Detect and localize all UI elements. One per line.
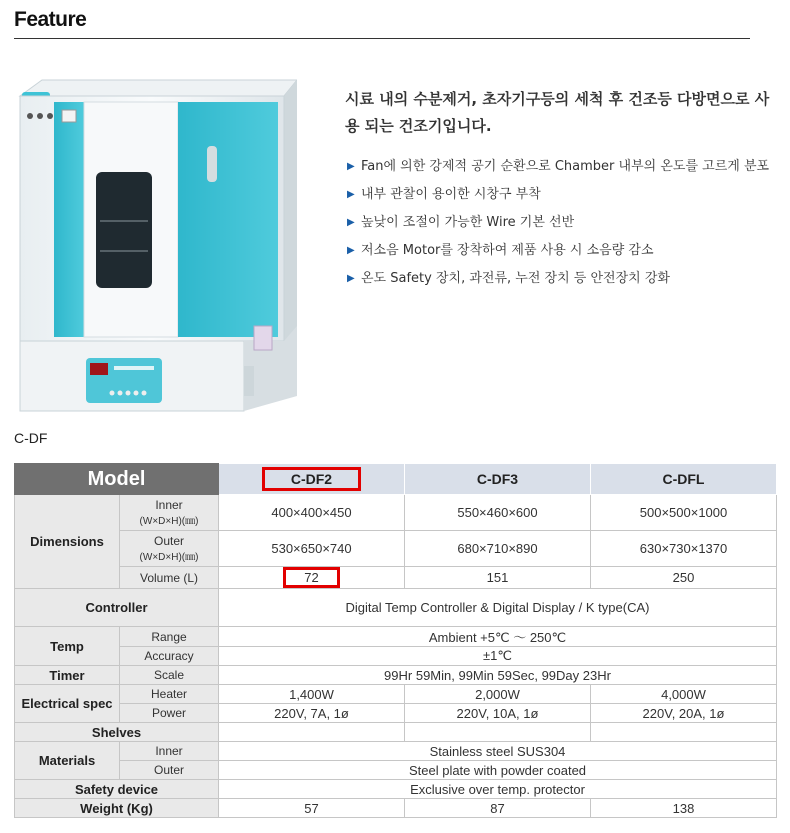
materials-inner-label: Inner	[120, 742, 219, 761]
materials-label: Materials	[15, 742, 120, 780]
power-label: Power	[120, 704, 219, 723]
outer-dim-value: 680×710×890	[405, 531, 591, 567]
triangle-bullet-icon: ▶	[347, 217, 355, 228]
accuracy-value: ±1℃	[219, 647, 777, 666]
feature-item: ▶ Fan에 의한 강제적 공기 순환으로 Chamber 내부의 온도를 고르게 분포	[347, 159, 770, 174]
materials-outer-value: Steel plate with powder coated	[219, 761, 777, 780]
shelves-value	[219, 723, 405, 742]
feature-item: ▶ 높낮이 조절이 가능한 Wire 기본 선반	[347, 215, 575, 230]
product-image-drying-oven	[14, 76, 297, 424]
shelves-label: Shelves	[15, 723, 219, 742]
volume-value: 250	[591, 567, 777, 589]
triangle-bullet-icon: ▶	[347, 245, 355, 256]
model-c-df2	[219, 464, 405, 495]
feature-item: ▶ 온도 Safety 장치, 과전류, 누전 장치 등 안전장치 강화	[347, 271, 670, 286]
scale-label: Scale	[120, 666, 219, 685]
safety-device-value: Exclusive over temp. protector	[219, 780, 777, 799]
model-header: Model	[15, 464, 219, 495]
dimensions-label: Dimensions	[15, 495, 120, 589]
power-value: 220V, 20A, 1ø	[591, 704, 777, 723]
materials-outer-label: Outer	[120, 761, 219, 780]
spec-table	[14, 463, 777, 818]
model-c-dfl: C-DFL	[591, 464, 777, 495]
heater-value: 4,000W	[591, 685, 777, 704]
feature-item: ▶ 내부 관찰이 용이한 시창구 부착	[347, 187, 541, 202]
page-header	[14, 8, 750, 39]
heater-value: 1,400W	[219, 685, 405, 704]
materials-inner-value: Stainless steel SUS304	[219, 742, 777, 761]
highlighted-volume-box: 72	[283, 567, 339, 588]
scale-value: 99Hr 59Min, 99Min 59Sec, 99Day 23Hr	[219, 666, 777, 685]
shelves-value	[405, 723, 591, 742]
heater-label: Heater	[120, 685, 219, 704]
range-label: Range	[120, 627, 219, 647]
power-value: 220V, 10A, 1ø	[405, 704, 591, 723]
volume-value: 151	[405, 567, 591, 589]
intro-text: 시료 내의 수분제거, 초자기구등의 세척 후 건조등 다방면으로 사용 되는 건조기입니다.	[345, 90, 770, 135]
heater-value: 2,000W	[405, 685, 591, 704]
controller-value: Digital Temp Controller & Digital Display / K type(CA)	[219, 589, 777, 627]
feature-list	[345, 158, 775, 298]
triangle-bullet-icon: ▶	[347, 189, 355, 200]
volume-value	[219, 567, 405, 589]
feature-item: ▶ 저소음 Motor를 장착하여 제품 사용 시 소음량 감소	[347, 243, 654, 258]
weight-value: 138	[591, 799, 777, 818]
outer-dim-label: Outer (W×D×H)(㎜)	[120, 531, 219, 567]
temp-label: Temp	[15, 627, 120, 666]
controller-label: Controller	[15, 589, 219, 627]
inner-dim-label: Inner (W×D×H)(㎜)	[120, 495, 219, 531]
highlighted-model-box: C-DF2	[262, 467, 361, 491]
outer-dim-value: 630×730×1370	[591, 531, 777, 567]
safety-device-label: Safety device	[15, 780, 219, 799]
timer-label: Timer	[15, 666, 120, 685]
inner-dim-value: 400×400×450	[219, 495, 405, 531]
page-title: Feature	[14, 8, 87, 31]
triangle-bullet-icon: ▶	[347, 161, 355, 172]
inner-dim-value: 550×460×600	[405, 495, 591, 531]
volume-label: Volume (L)	[120, 567, 219, 589]
weight-label: Weight (Kg)	[15, 799, 219, 818]
power-value: 220V, 7A, 1ø	[219, 704, 405, 723]
outer-dim-value: 530×650×740	[219, 531, 405, 567]
weight-value: 87	[405, 799, 591, 818]
weight-value: 57	[219, 799, 405, 818]
shelves-value	[591, 723, 777, 742]
triangle-bullet-icon: ▶	[347, 273, 355, 284]
range-value: Ambient +5℃ ～ 250℃	[219, 627, 777, 647]
product-caption: C-DF	[14, 430, 48, 446]
model-c-df3: C-DF3	[405, 464, 591, 495]
inner-dim-value: 500×500×1000	[591, 495, 777, 531]
accuracy-label: Accuracy	[120, 647, 219, 666]
electrical-spec-label: Electrical spec	[15, 685, 120, 723]
